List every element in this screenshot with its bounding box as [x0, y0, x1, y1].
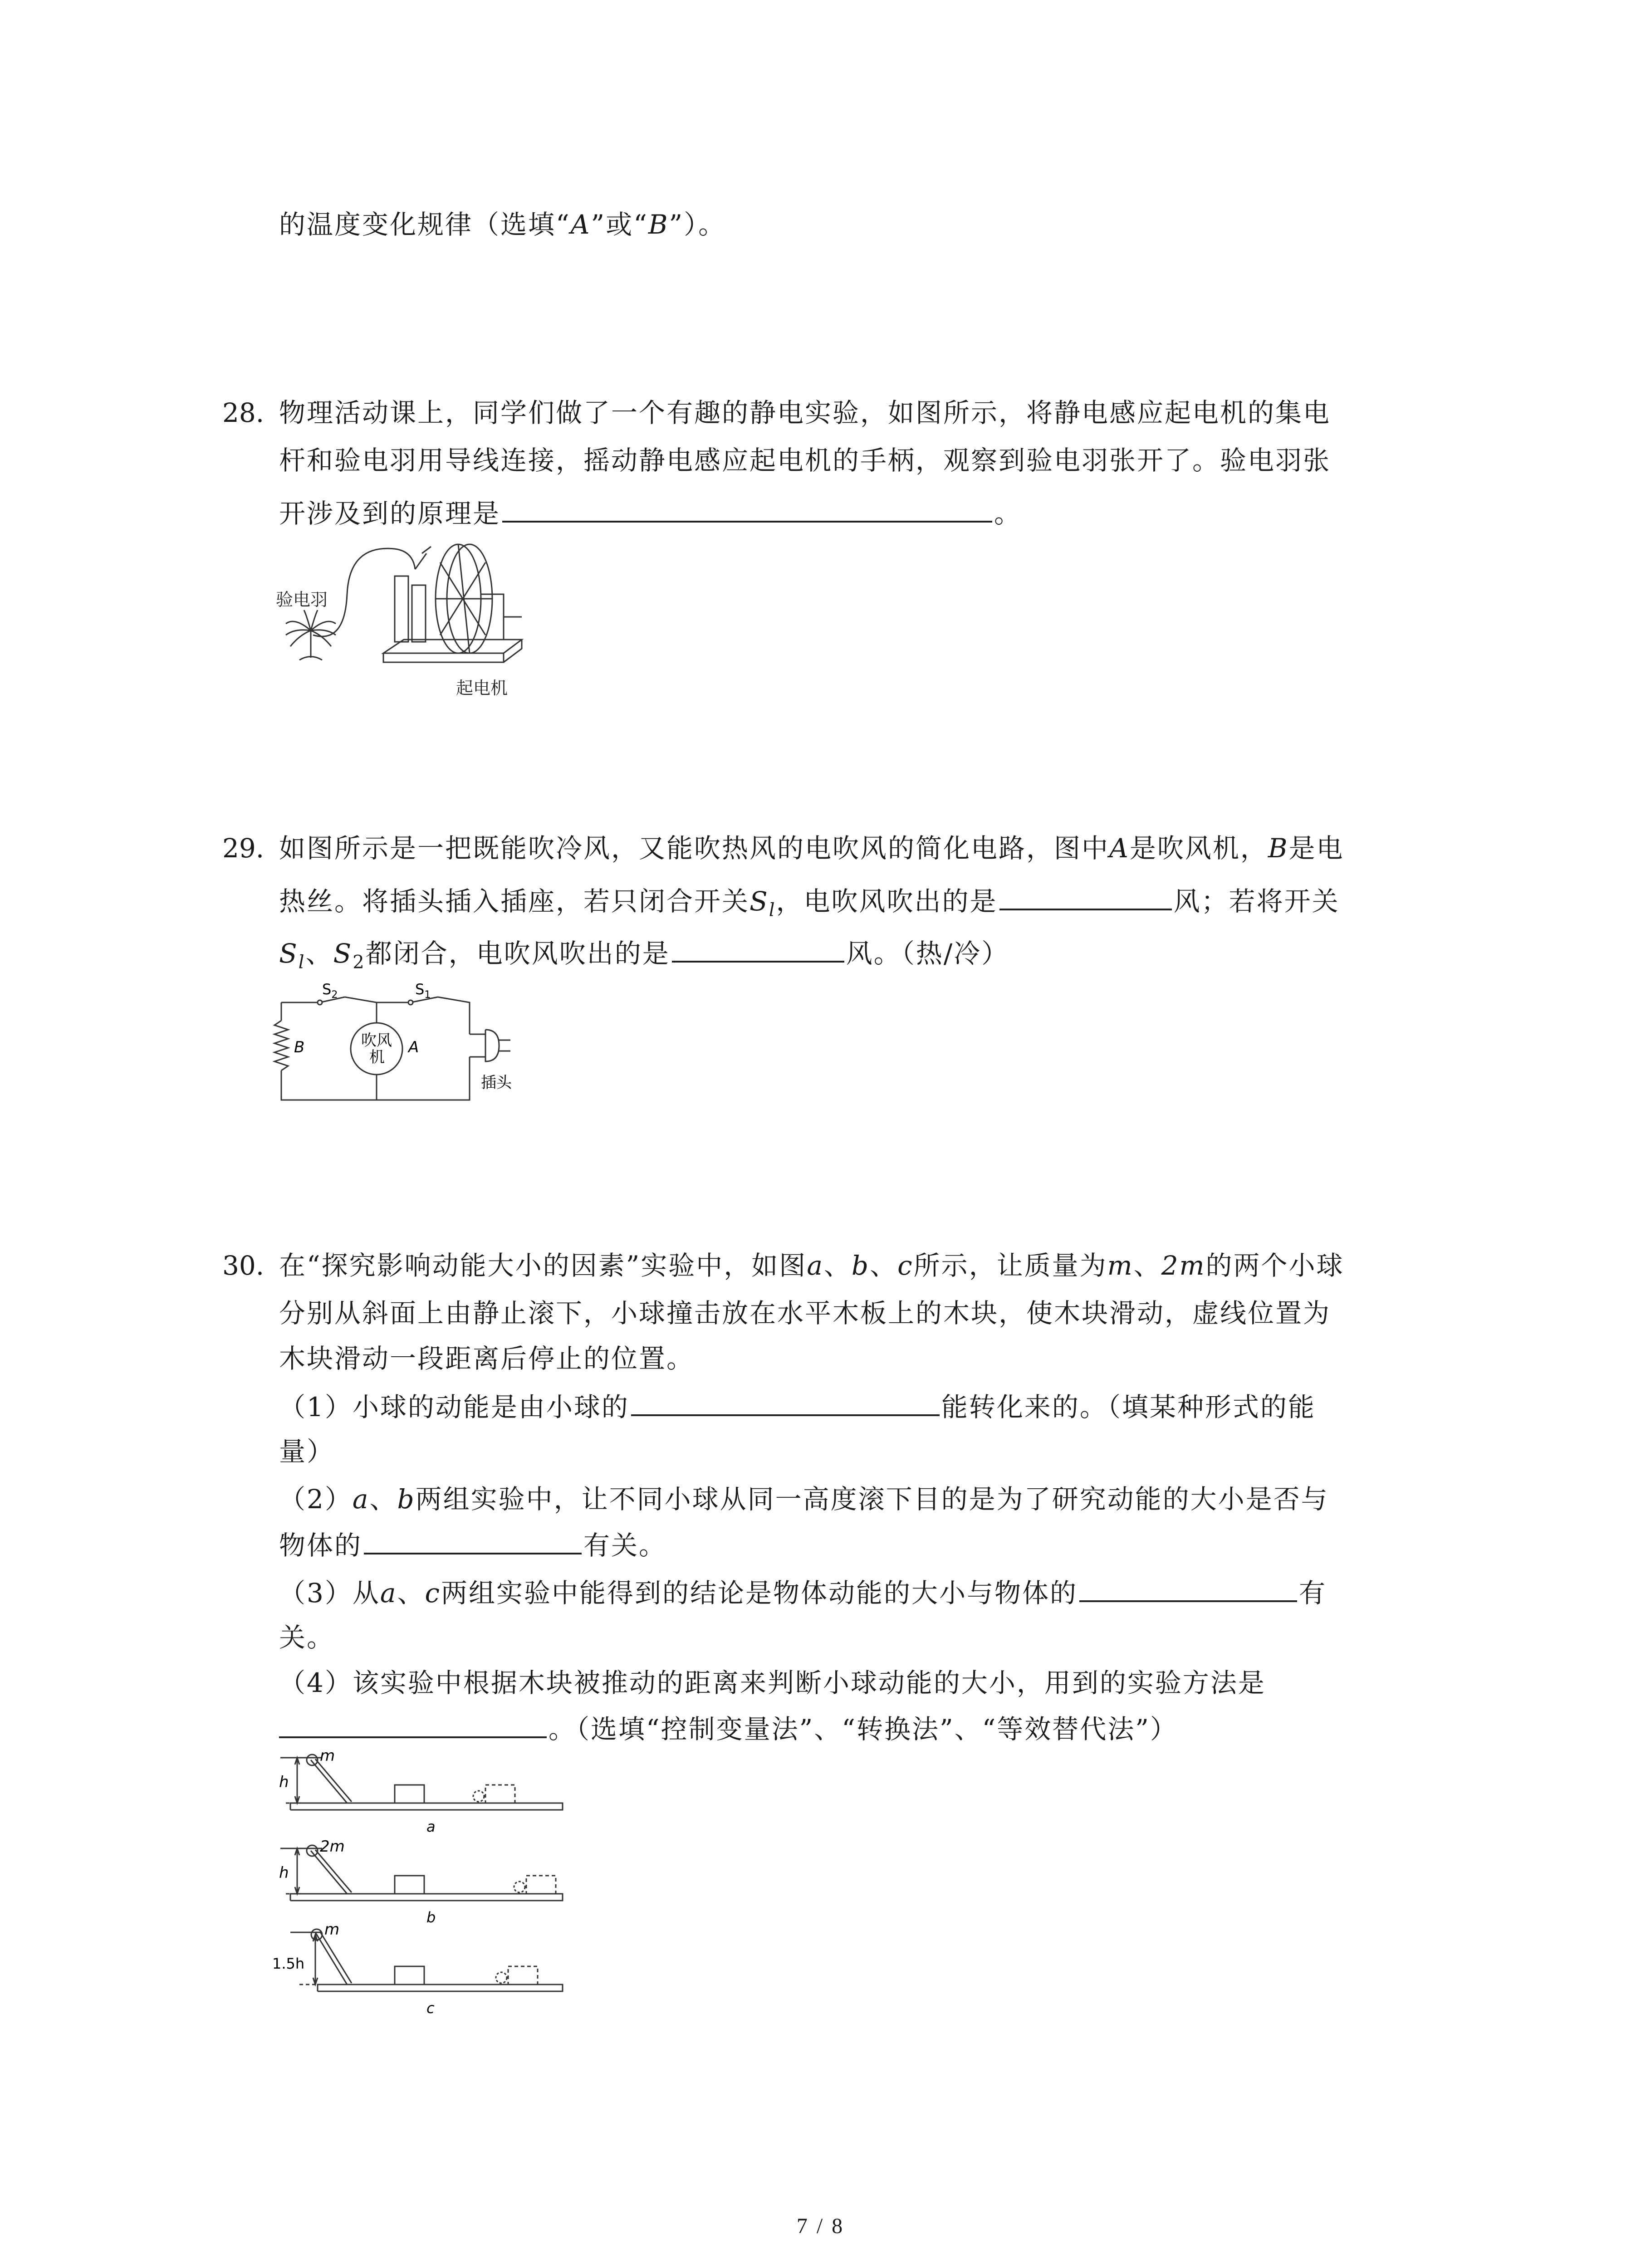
- q29-answer-blank-1[interactable]: [999, 882, 1172, 910]
- fig-label-fan-1: 吹风: [361, 1031, 392, 1050]
- q30-part1: （1）小球的动能是由小球的 能转化来的。（填某种形式的能: [279, 1388, 1316, 1425]
- q30-part2: （2）a、b两组实验中，让不同小球从同一高度滚下目的是为了研究动能的大小是否与: [279, 1484, 1329, 1515]
- fig-label-s1: $S_1$: [415, 981, 431, 1001]
- height-arrow-b: [295, 1848, 299, 1894]
- fig-label-feather: 验电羽: [276, 590, 328, 610]
- fig-label-plug: 插头: [481, 1074, 512, 1092]
- q30-number: 30.: [222, 1250, 265, 1281]
- svg-text:m: m: [320, 1751, 335, 1765]
- q30-line3: 木块滑动一段距离后停止的位置。: [279, 1343, 695, 1374]
- ramp-figure-a: [279, 1751, 563, 1835]
- q30-answer-blank-2[interactable]: [364, 1526, 582, 1554]
- q29-line1: 如图所示是一把既能吹冷风，又能吹热风的电吹风的简化电路，图中A是吹风机，B是电: [279, 833, 1344, 864]
- circuit-wires-top: [281, 997, 470, 1034]
- block-c: [395, 1966, 424, 1984]
- q29-line3: $S_l$、$S_2$都闭合，电吹风吹出的是 风。（热/冷）: [279, 934, 1009, 981]
- incline-a: [311, 1759, 352, 1803]
- generator-machine-icon: [383, 544, 522, 662]
- q30-part4: （4）该实验中根据木块被推动的距离来判断小球动能的大小，用到的实验方法是: [279, 1667, 1266, 1698]
- q28-number: 28.: [222, 397, 265, 428]
- height-arrow-a: [295, 1758, 299, 1803]
- q30-answer-blank-3[interactable]: [1079, 1574, 1297, 1602]
- fig-label-b: B: [294, 1038, 305, 1056]
- q30-part1-cont: 量）: [279, 1436, 335, 1467]
- q29-answer-blank-2[interactable]: [672, 934, 844, 963]
- svg-text:2m: 2m: [320, 1838, 345, 1856]
- connecting-wire: [313, 548, 415, 636]
- continuation-line: 的温度变化规律（选填“A”或“B”）。: [279, 209, 726, 240]
- fig-label-c: c: [426, 1999, 435, 2017]
- q30-part3-cont: 关。: [279, 1622, 335, 1653]
- q30-part2-cont: 物体的 有关。: [279, 1526, 666, 1564]
- block-final-b: [526, 1876, 556, 1894]
- q28-line2: 杆和验电羽用导线连接，摇动静电感应起电机的手柄，观察到验电羽张开了。验电羽张: [279, 445, 1331, 476]
- svg-text:h: h: [279, 1773, 289, 1791]
- q30-part3: （3）从a、c两组实验中能得到的结论是物体动能的大小与物体的 有: [279, 1574, 1327, 1611]
- q29-line2: 热丝。将插头插入插座，若只闭合开关$S_l$，电吹风吹出的是 风；若将开关: [279, 882, 1340, 929]
- fig-label-s2: $S_2$: [322, 981, 338, 1001]
- svg-text:m: m: [324, 1921, 340, 1939]
- q29-figure-circuit: [272, 980, 554, 1111]
- q30-figure-ramps: [272, 1751, 581, 2032]
- q28-answer-blank[interactable]: [502, 494, 992, 523]
- q28-line3: 开涉及到的原理是 。: [279, 494, 1022, 532]
- svg-text:h: h: [279, 1864, 289, 1882]
- ramp-figure-c: [272, 1921, 563, 2017]
- block-final-c: [508, 1966, 538, 1984]
- q30-answer-blank-1[interactable]: [631, 1388, 940, 1416]
- fig-label-a: a: [426, 1818, 436, 1835]
- board-a: [280, 1758, 563, 1810]
- plug-wires: [470, 1034, 485, 1057]
- q30-part4-cont: 。（选填“控制变量法”、“转换法”、“等效替代法”）: [279, 1710, 1178, 1747]
- block-b: [395, 1876, 424, 1894]
- block-a: [395, 1785, 424, 1803]
- incline-c: [315, 1931, 352, 1984]
- q29-number: 29.: [222, 833, 265, 864]
- fig-label-b: b: [426, 1909, 436, 1926]
- q30-answer-blank-4[interactable]: [279, 1710, 547, 1738]
- q30-line2: 分别从斜面上由静止滚下，小球撞击放在水平木板上的木块，使木块滑动，虚线位置为: [279, 1298, 1331, 1329]
- ramp-figure-b: [279, 1838, 563, 1926]
- board-b: [280, 1848, 563, 1901]
- q30-line1: 在“探究影响动能大小的因素”实验中，如图a、b、c所示，让质量为m、2m的两个小球: [279, 1250, 1344, 1281]
- plug-icon: [485, 1030, 499, 1061]
- board-c: [290, 1932, 563, 1991]
- fig-label-fan-2: 机: [369, 1048, 385, 1066]
- fig-label-machine: 起电机: [456, 678, 508, 698]
- incline-b: [311, 1850, 352, 1894]
- q28-line1: 物理活动课上，同学们做了一个有趣的静电实验，如图所示，将静电感应起电机的集电: [279, 397, 1331, 428]
- page-number: 7 / 8: [796, 2214, 845, 2238]
- svg-text:1.5h: 1.5h: [272, 1955, 305, 1972]
- block-final-a: [485, 1785, 515, 1803]
- height-arrow-c: [313, 1935, 318, 1984]
- q28-figure-generator: [268, 526, 540, 699]
- fig-label-a: A: [408, 1038, 419, 1056]
